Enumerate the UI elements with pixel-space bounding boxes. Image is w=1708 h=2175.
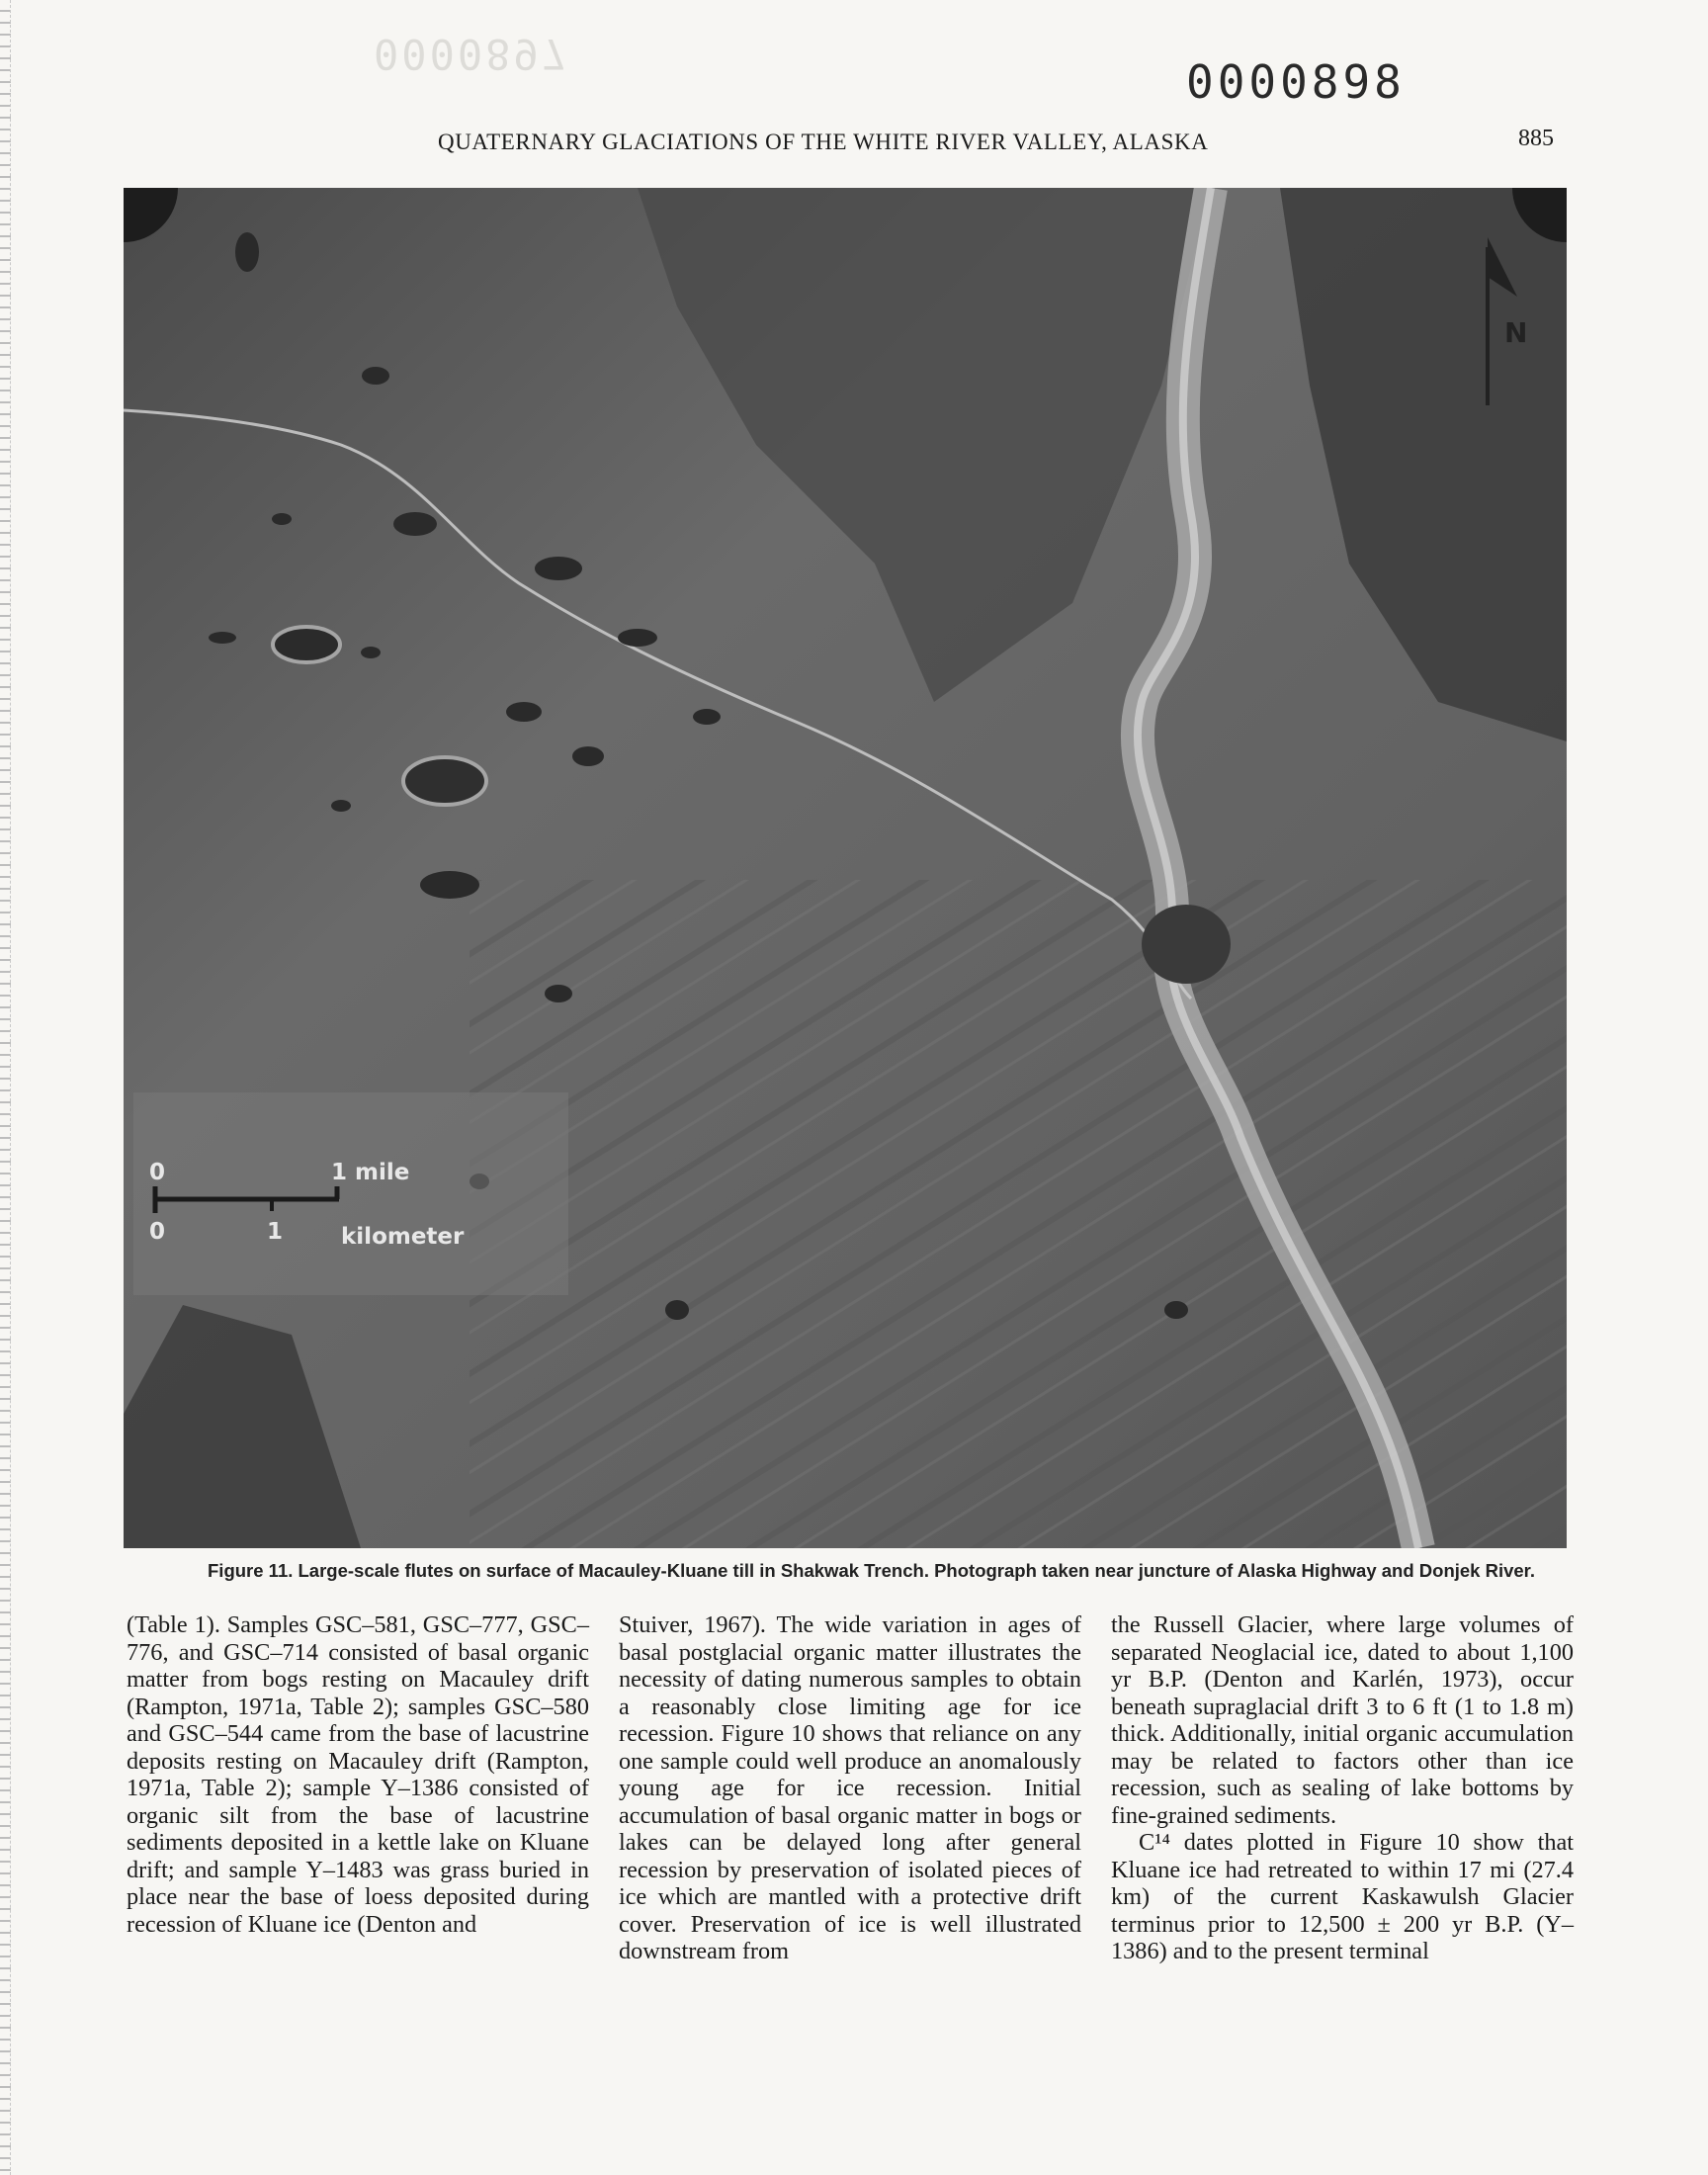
scale-km-one: 1: [267, 1219, 284, 1245]
page-number: 885: [1518, 126, 1554, 151]
column-1-paragraph: (Table 1). Samples GSC–581, GSC–777, GSC–776, and GSC–714 consisted of basal organic matter from bogs resting on Macauley drift (Rampton, 1971a, Table 2); samples GSC–580 and GSC–544 came from the base of lacustrine deposits resting on Macauley drift (Rampton, 1971a, Table 2); sample Y–1386 consisted of organic silt from the base of lacustrine sediments deposited in a kettle lake on Kluane drift; and sample Y–1483 was grass buried in place near the base of loess deposited during recession of Kluane ice (Denton and: [127, 1611, 589, 1938]
running-head: QUATERNARY GLACIATIONS OF THE WHITE RIVER VALLEY, ALASKA: [438, 130, 1209, 154]
ghost-stamp-number: 0000897: [374, 30, 570, 78]
aerial-photo-terrain: [124, 188, 1567, 1548]
scale-bar: [133, 1092, 568, 1295]
aerial-photograph: [124, 188, 1567, 1548]
scale-mile-zero: 0: [149, 1160, 166, 1185]
column-3-paragraph-1: the Russell Glacier, where large volumes of separated Neoglacial ice, dated to about 1,100 yr B.P. (Denton and Karlén, 1973), occur beneath supraglacial drift 3 to 6 ft (1 to 1.8 m) thick. Additionally, initial organic accumulation may be related to factors other than ice recession, such as sealing of lake bottoms by fine-grained sediments.: [1111, 1611, 1574, 1829]
perforated-page-edge: [0, 0, 11, 2175]
column-3-paragraph-2: C¹⁴ dates plotted in Figure 10 show that Kluane ice had retreated to within 17 mi (27.4 km) of the current Kaskawulsh Glacier terminus prior to 12,500 ± 200 yr B.P. (Y–1386) and to the present terminal: [1111, 1829, 1574, 1964]
column-2-paragraph: Stuiver, 1967). The wide variation in ages of basal postglacial organic matter illustrates the necessity of dating numerous samples to obtain a reasonably close limiting age for ice recession. Figure 10 shows that reliance on any one sample could well produce an anomalously young age for ice recession. Initial accumulation of basal organic matter in bogs or lakes can be delayed long after general recession by preservation of isolated pieces of ice which are mantled with a protective drift cover. Preservation of ice is well illustrated downstream from: [619, 1611, 1081, 1964]
figure-caption: Figure 11. Large-scale flutes on surface of Macauley-Kluane till in Shakwak Trench. Photograph taken near juncture of Alaska Highway and Donjek River.: [208, 1560, 1535, 1581]
text-column-2: [619, 1611, 1081, 1965]
text-column-1: [127, 1611, 589, 1938]
text-column-3: [1111, 1611, 1574, 1965]
archive-stamp-number: 0000898: [1186, 55, 1406, 109]
north-label: N: [1504, 316, 1528, 349]
scale-km-zero: 0: [149, 1219, 166, 1245]
scale-km-label: kilometer: [341, 1224, 465, 1250]
scale-mile-label: 1 mile: [331, 1160, 410, 1185]
